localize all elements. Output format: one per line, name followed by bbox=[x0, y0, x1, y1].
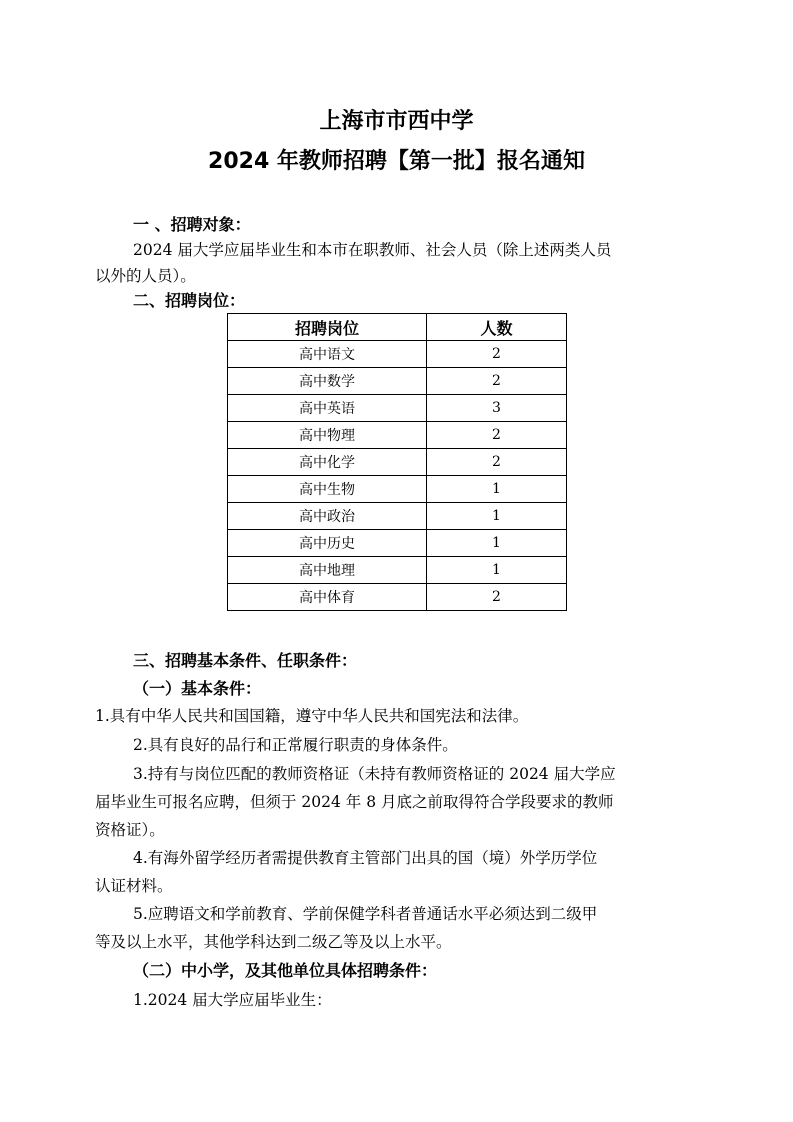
paragraph-line: 3.持有与岗位匹配的教师资格证（未持有教师资格证的 2024 届大学应 bbox=[133, 765, 616, 783]
position-cell: 高中政治 bbox=[228, 503, 427, 530]
paragraph-line: 4.有海外留学经历者需提供教育主管部门出具的国（境）外学历学位 bbox=[133, 849, 598, 867]
position-cell: 高中化学 bbox=[228, 449, 427, 476]
paragraph-line: 1.具有中华人民共和国国籍，遵守中华人民共和国宪法和法律。 bbox=[95, 707, 529, 725]
section-heading-conditions: 三、招聘基本条件、任职条件： bbox=[133, 651, 358, 670]
paragraph-line: 1.2024 届大学应届毕业生： bbox=[133, 991, 332, 1009]
subsection-heading-specific: （二）中小学，及其他单位具体招聘条件： bbox=[133, 961, 438, 980]
count-cell: 1 bbox=[427, 557, 567, 584]
count-cell: 2 bbox=[427, 341, 567, 368]
paragraph-line: 以外的人员）。 bbox=[95, 267, 196, 285]
count-cell: 2 bbox=[427, 449, 567, 476]
section-heading-positions: 二、招聘岗位： bbox=[133, 291, 246, 310]
column-header-count: 人数 bbox=[427, 314, 567, 341]
table-row bbox=[228, 341, 567, 368]
count-cell: 2 bbox=[427, 584, 567, 611]
table-row bbox=[228, 557, 567, 584]
paragraph-line: 等及以上水平，其他学科达到二级乙等及以上水平。 bbox=[95, 933, 452, 951]
table-row bbox=[228, 395, 567, 422]
table-row bbox=[228, 422, 567, 449]
table-row bbox=[228, 449, 567, 476]
paragraph-line: 资格证）。 bbox=[95, 821, 165, 839]
position-cell: 高中地理 bbox=[228, 557, 427, 584]
paragraph-line: 届毕业生可报名应聘，但须于 2024 年 8 月底之前取得符合学段要求的教师 bbox=[95, 793, 614, 811]
table-row bbox=[228, 368, 567, 395]
positions-table bbox=[227, 313, 567, 611]
subsection-heading-basic: （一）基本条件： bbox=[133, 679, 262, 698]
count-cell: 2 bbox=[427, 368, 567, 395]
paragraph-line: 5.应聘语文和学前教育、学前保健学科者普通话水平必须达到二级甲 bbox=[133, 905, 598, 923]
position-cell: 高中英语 bbox=[228, 395, 427, 422]
table-row bbox=[228, 584, 567, 611]
position-cell: 高中历史 bbox=[228, 530, 427, 557]
table-row bbox=[228, 476, 567, 503]
table-header-row bbox=[228, 314, 567, 341]
notice-title: 2024 年教师招聘【第一批】报名通知 bbox=[208, 149, 585, 174]
paragraph-line: 2024 届大学应届毕业生和本市在职教师、社会人员（除上述两类人员 bbox=[133, 241, 612, 259]
paragraph-line: 2.具有良好的品行和正常履行职责的身体条件。 bbox=[133, 736, 458, 754]
count-cell: 1 bbox=[427, 530, 567, 557]
school-name: 上海市市西中学 bbox=[319, 109, 474, 134]
paragraph-line: 认证材料。 bbox=[95, 877, 173, 895]
position-cell: 高中语文 bbox=[228, 341, 427, 368]
section-heading-recruitment-target: 一 、招聘对象： bbox=[133, 215, 251, 234]
column-header-position: 招聘岗位 bbox=[228, 314, 427, 341]
count-cell: 2 bbox=[427, 422, 567, 449]
count-cell: 1 bbox=[427, 476, 567, 503]
position-cell: 高中生物 bbox=[228, 476, 427, 503]
count-cell: 1 bbox=[427, 503, 567, 530]
position-cell: 高中物理 bbox=[228, 422, 427, 449]
table-row bbox=[228, 503, 567, 530]
position-cell: 高中数学 bbox=[228, 368, 427, 395]
count-cell: 3 bbox=[427, 395, 567, 422]
position-cell: 高中体育 bbox=[228, 584, 427, 611]
table-row bbox=[228, 530, 567, 557]
